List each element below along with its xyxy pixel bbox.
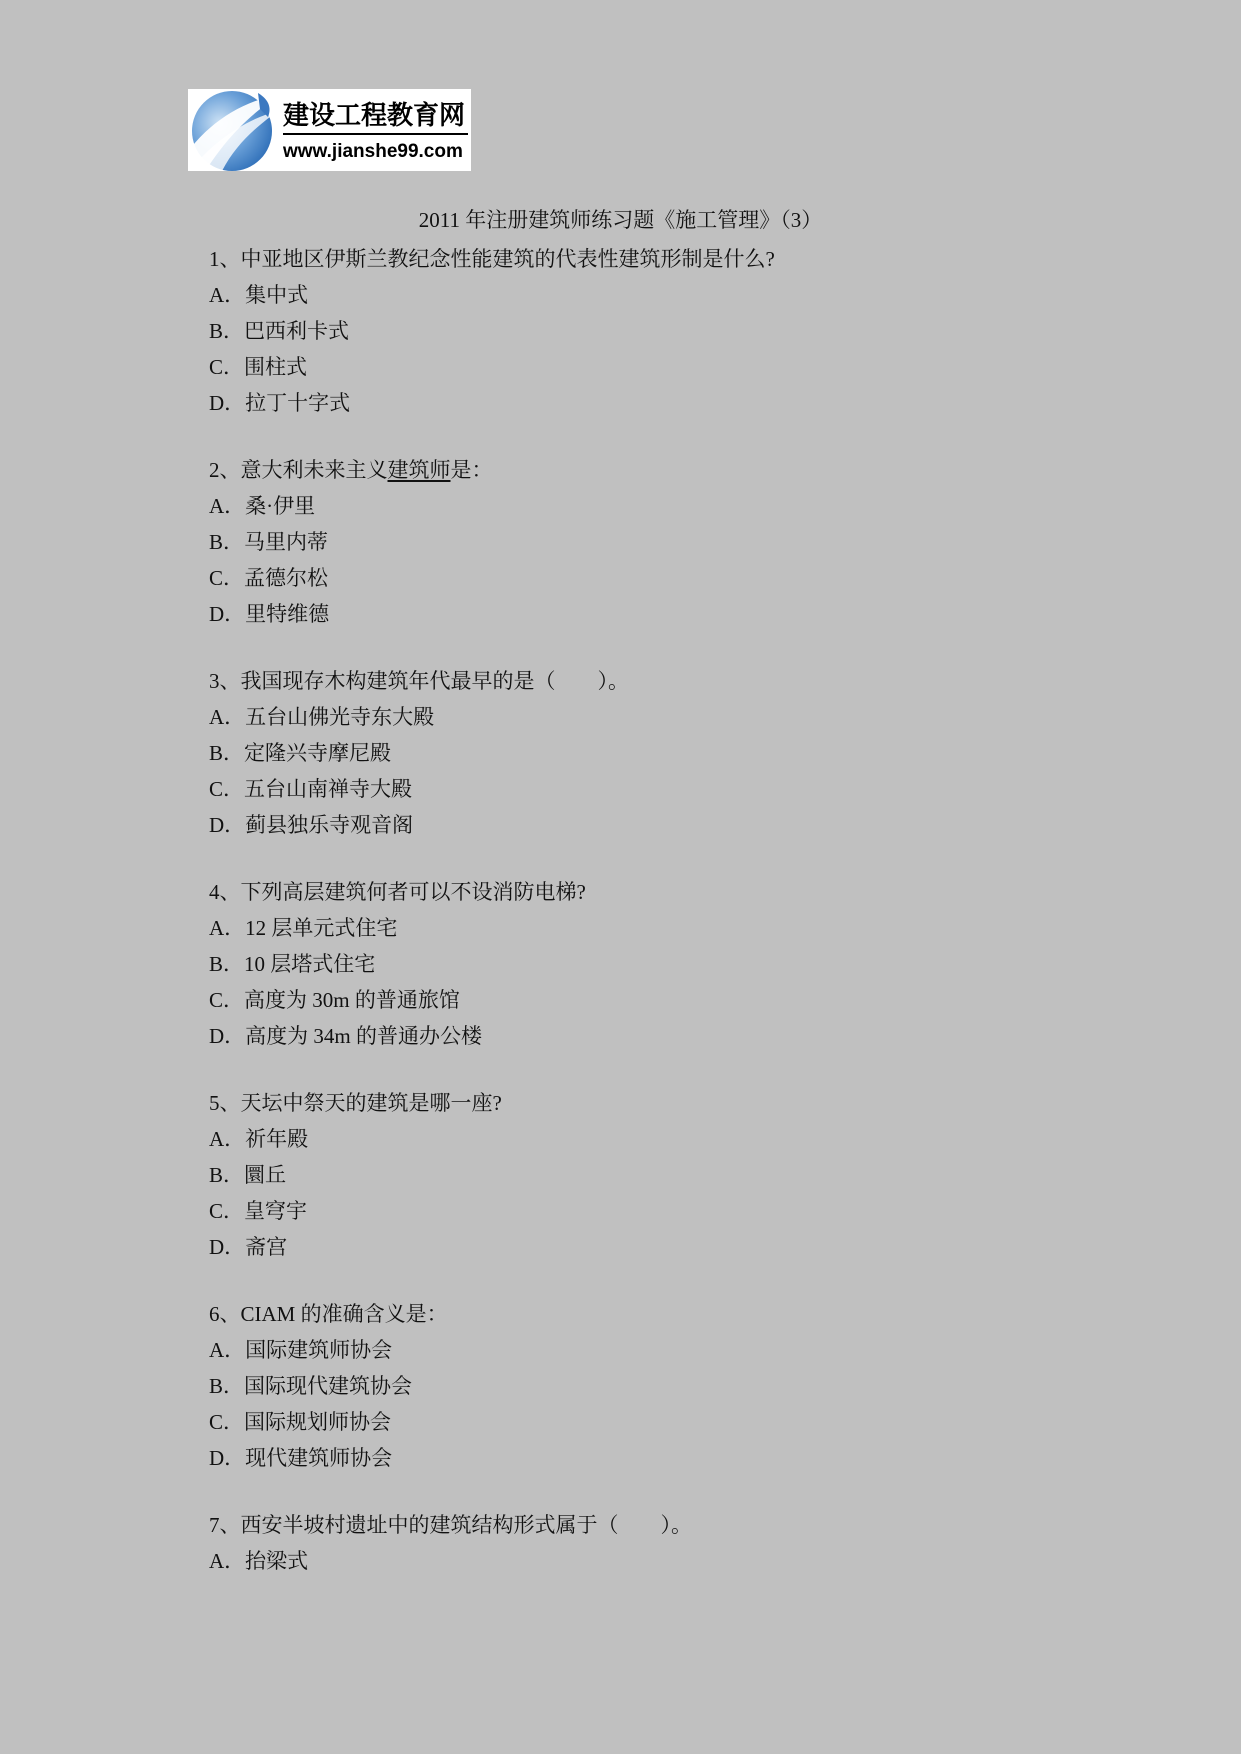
question-3-option-b: B．定隆兴寺摩尼殿 — [209, 741, 392, 765]
question-6: 6、CIAM 的准确含义是： — [209, 1302, 448, 1326]
question-2-underlined-term: 建筑师 — [387, 458, 451, 482]
question-1: 1、中亚地区伊斯兰教纪念性能建筑的代表性建筑形制是什么? — [209, 247, 775, 271]
question-2-suffix: 是： — [450, 458, 493, 482]
question-6-option-b: B．国际现代建筑协会 — [209, 1374, 413, 1398]
question-4-option-a: A．12 层单元式住宅 — [209, 916, 398, 940]
question-3-option-c: C．五台山南禅寺大殿 — [209, 777, 413, 801]
question-2-option-b: B．马里内蒂 — [209, 530, 329, 554]
logo-divider — [283, 133, 468, 135]
logo-chinese-name: 建设工程教育网 — [283, 101, 466, 131]
question-6-option-d: D．现代建筑师协会 — [209, 1446, 393, 1470]
question-1-option-b: B．巴西利卡式 — [209, 319, 350, 343]
question-3-option-a: A．五台山佛光寺东大殿 — [209, 705, 435, 729]
question-7: 7、西安半坡村遗址中的建筑结构形式属于（ ）。 — [209, 1513, 692, 1537]
question-5-option-b: B．圜丘 — [209, 1163, 287, 1187]
question-5-option-a: A．祈年殿 — [209, 1127, 309, 1151]
question-5-option-d: D．斋宫 — [209, 1235, 288, 1259]
question-3: 3、我国现存木构建筑年代最早的是（ ）。 — [209, 669, 629, 693]
question-2-option-c: C．孟德尔松 — [209, 566, 329, 590]
question-2-option-a: A．桑·伊里 — [209, 494, 316, 518]
question-2-option-d: D．里特维德 — [209, 602, 330, 626]
question-6-option-c: C．国际规划师协会 — [209, 1410, 392, 1434]
question-5: 5、天坛中祭天的建筑是哪一座? — [209, 1091, 502, 1115]
question-6-option-a: A．国际建筑师协会 — [209, 1338, 393, 1362]
question-3-option-d: D．蓟县独乐寺观音阁 — [209, 813, 414, 837]
question-4-option-b: B．10 层塔式住宅 — [209, 952, 376, 976]
question-5-option-c: C．皇穹宇 — [209, 1199, 308, 1223]
page-title: 2011 年注册建筑师练习题《施工管理》（3） — [418, 208, 823, 232]
question-2-prefix: 2、意大利未来主义 — [209, 458, 388, 482]
question-4: 4、下列高层建筑何者可以不设消防电梯? — [209, 880, 586, 904]
question-7-option-a: A．抬梁式 — [209, 1549, 309, 1573]
question-4-option-d: D．高度为 34m 的普通办公楼 — [209, 1024, 482, 1048]
question-1-option-a: A．集中式 — [209, 283, 309, 307]
logo-url: www.jianshe99.com — [283, 141, 463, 162]
question-4-option-c: C．高度为 30m 的普通旅馆 — [209, 988, 460, 1012]
question-1-option-d: D．拉丁十字式 — [209, 391, 351, 415]
site-logo[interactable] — [188, 89, 471, 171]
question-2 — [209, 457, 493, 483]
question-1-option-c: C．围柱式 — [209, 355, 308, 379]
